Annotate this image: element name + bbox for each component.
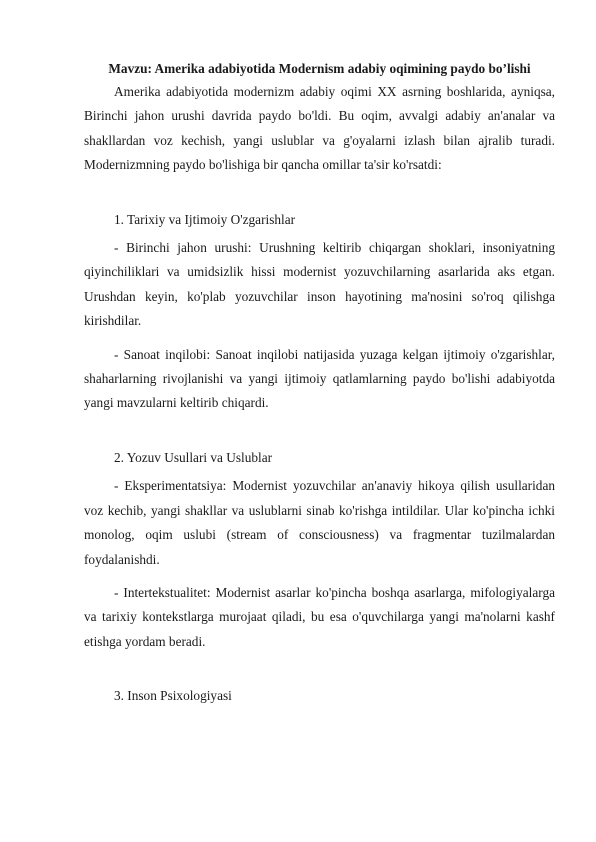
section-heading-2: 2. Yozuv Usullari va Uslublar [114,449,273,465]
spacer [84,178,555,208]
intro-paragraph: Amerika adabiyotida modernizm adabiy oqimi XX asrning boshlarida, ayniqsa, Birinchi jahon urushi davrida paydo bo'ldi. Bu oqim, avvalgi adabiy an'analar va shakllardan voz kechish, yangi uslublar va g'oyalarni izlash bilan ajralib turadi. Modernizmning paydo bo'lishiga bir qancha omillar ta'sir ko'rsatdi: [84,84,555,173]
spacer [84,654,555,684]
spacer [84,416,555,446]
section-2-paragraph-2: - Intertekstualitet: Modernist asarlar ko'pincha boshqa asarlarga, mifologiyalarga va tarixiy kontekstlarga murojaat qiladi, bu esa o'quvchilarga yangi ma'nolarni kashf etishga yordam beradi. [84,584,555,649]
section-heading-3: 3. Inson Psixologiyasi [114,688,232,704]
section-1-paragraph-2: - Sanoat inqilobi: Sanoat inqilobi natijasida yuzaga kelgan ijtimoiy o'zgarishlar, shaharlarning rivojlanishi va yangi ijtimoiy qatlamlarning paydo bo'lishi adabiyotda yangi mavzularni keltirib chiqardi. [84,346,555,411]
document-title: Mavzu: Amerika adabiyotida Modernism adabiy oqimining paydo bo’lishi [108,61,531,76]
document-page [84,58,555,709]
section-2-paragraph-1: - Eksperimentatsiya: Modernist yozuvchilar an'anaviy hikoya qilish usullaridan voz kechib, yangi shakllar va uslublarni sinab ko'rishga intildilar. Ular ko'pincha ichki monolog, oqim uslubi (stream of consciousness) va fragmentar tuzilmalardan foydalanishdi. [84,478,555,567]
section-heading-1: 1. Tarixiy va Ijtimoiy O'zgarishlar [114,211,296,227]
section-1-paragraph-1: - Birinchi jahon urushi: Urushning keltirib chiqargan shoklari, insoniyatning qiyinchiliklari va umidsizlik hissi modernist yozuvchilarning asarlarida aks etgan. Urushdan keyin, ko'plab yozuvchilar inson hayotining ma'nosini so'roq qilishga kirishdilar. [84,240,555,329]
